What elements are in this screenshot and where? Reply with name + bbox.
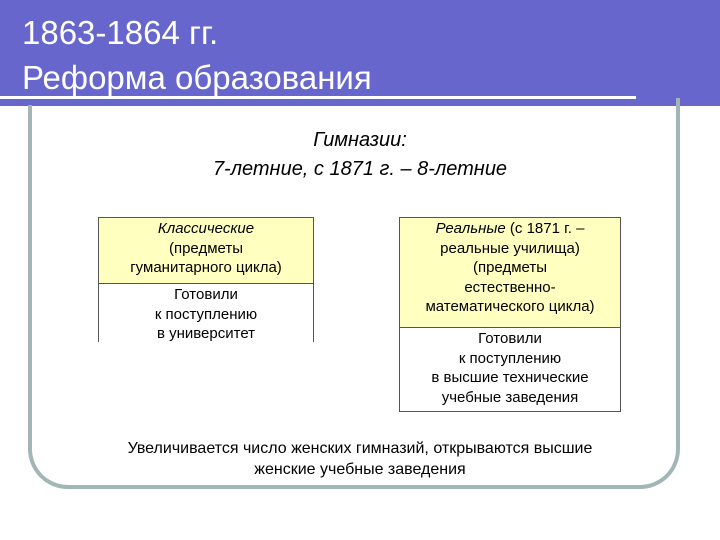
frame-corner <box>676 98 680 110</box>
classic-goal <box>99 284 313 345</box>
classic-subjects-line: гуманитарного цикла) <box>130 259 282 276</box>
classic-gymnasium-box <box>98 217 314 342</box>
real-subjects-line: естественно- <box>464 278 556 296</box>
slide-title-line-2: Реформа образования <box>22 59 372 96</box>
heading-line-2: 7-летние, с 1871 г. – 8-летние <box>212 158 508 180</box>
real-goal-line: к поступлению <box>458 349 562 367</box>
classic-goal-line: в университет <box>156 325 256 342</box>
classic-goal-line: Готовили <box>174 286 238 303</box>
note-line-2: женские учебные заведения <box>254 461 466 478</box>
real-title: Реальные <box>435 220 506 237</box>
womens-education-note <box>50 438 670 480</box>
real-subjects-line: (предметы <box>472 259 548 276</box>
real-title-suffix: (с 1871 г. – <box>505 220 585 237</box>
classic-subjects-line: (предметы <box>168 239 244 257</box>
title-underline <box>0 96 636 99</box>
real-gymnasium-box <box>399 217 621 412</box>
real-goal <box>400 328 620 408</box>
real-goal-line: Готовили <box>478 330 542 347</box>
note-line-1: Увеличивается число женских гимназий, открываются высшие <box>127 440 593 457</box>
classic-title: Классические <box>157 220 255 237</box>
real-subjects <box>400 218 620 328</box>
classic-subjects <box>99 218 313 284</box>
real-goal-line: в высшие технические <box>431 369 589 386</box>
slide-title-line-1: 1863-1864 гг. <box>22 14 219 51</box>
classic-goal-line: к поступлению <box>154 305 258 323</box>
heading-line-1: Гимназии: <box>313 129 407 151</box>
real-goal-line: учебные заведения <box>441 388 579 406</box>
real-subjects-line: реальные училища) <box>440 239 580 257</box>
real-subjects-line: математического цикла) <box>425 298 595 315</box>
gymnasium-heading <box>150 126 570 184</box>
real-title-line <box>402 219 618 239</box>
